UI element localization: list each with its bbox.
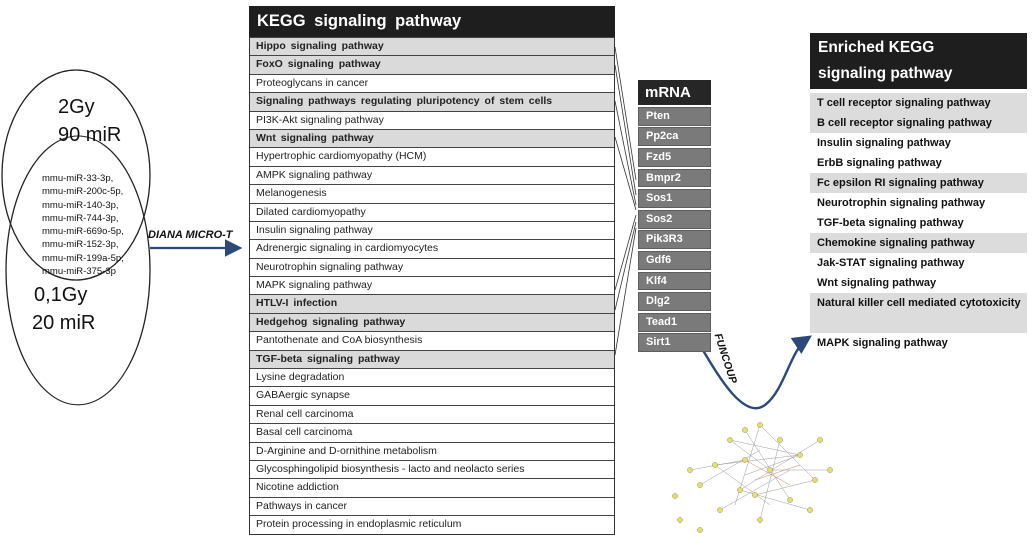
kegg-row: Renal cell carcinoma xyxy=(250,405,614,423)
kegg-table xyxy=(249,6,615,535)
kegg-row: HTLV-I infection xyxy=(250,294,614,312)
kegg-row: AMPK signaling pathway xyxy=(250,166,614,184)
enriched-row: Fc epsilon RI signaling pathway xyxy=(810,173,1027,193)
venn-outer-count: 90 miR xyxy=(58,124,122,146)
enriched-row: Jak-STAT signaling pathway xyxy=(817,257,965,269)
enriched-row: Natural killer cell mediated cytotoxicity xyxy=(810,293,1027,333)
kegg-row: Dilated cardiomyopathy xyxy=(250,203,614,221)
enriched-kegg-title xyxy=(810,33,1027,89)
mirna-item: mmu-miR-744-3p, xyxy=(42,212,119,224)
mrna-item: Klf4 xyxy=(638,272,711,291)
kegg-row: Hippo signaling pathway xyxy=(250,37,614,55)
kegg-row: Neurotrophin signaling pathway xyxy=(250,258,614,276)
kegg-row: PI3K-Akt signaling pathway xyxy=(250,111,614,129)
kegg-row: GABAergic synapse xyxy=(250,386,614,404)
mrna-item: Sos1 xyxy=(638,189,711,208)
mrna-column-title: mRNA xyxy=(638,80,711,105)
enriched-row: Insulin signaling pathway xyxy=(817,137,951,149)
mirna-item: mmu-miR-669o-5p, xyxy=(42,226,124,238)
mirna-item: mmu-miR-33-3p, xyxy=(42,173,114,184)
kegg-row: TGF-beta signaling pathway xyxy=(250,350,614,368)
enriched-row: ErbB signaling pathway xyxy=(817,157,942,169)
kegg-row: Signaling pathways regulating pluripotency of stem cells xyxy=(250,92,614,110)
kegg-row: Wnt signaling pathway xyxy=(250,129,614,147)
venn-outer-title: 2Gy xyxy=(58,96,95,118)
mrna-item: Dlg2 xyxy=(638,292,711,311)
diana-microt-label: DIANA MICRO-T xyxy=(148,229,233,241)
mrna-list xyxy=(638,107,711,352)
kegg-row: Hypertrophic cardiomyopathy (HCM) xyxy=(250,147,614,165)
enriched-title-line1: Enriched KEGG xyxy=(818,39,935,56)
kegg-table-title: KEGG signaling pathway xyxy=(249,6,615,37)
enriched-title-line2: signaling pathway xyxy=(818,65,953,82)
enriched-row: TGF-beta signaling pathway xyxy=(817,217,964,229)
enriched-kegg-body xyxy=(810,93,1027,353)
mrna-item: Gdf6 xyxy=(638,251,711,270)
kegg-row: Adrenergic signaling in cardiomyocytes xyxy=(250,239,614,257)
mrna-item: Bmpr2 xyxy=(638,169,711,188)
kegg-row: Proteoglycans in cancer xyxy=(250,74,614,92)
mrna-item: Sirt1 xyxy=(638,333,711,352)
mirna-item: mmu-miR-152-3p, xyxy=(42,239,119,251)
mrna-column xyxy=(638,80,711,352)
venn-inner-title: 0,1Gy xyxy=(34,284,88,306)
mrna-item: Pik3R3 xyxy=(638,230,711,249)
mrna-item: Pp2ca xyxy=(638,127,711,146)
kegg-table-body xyxy=(249,37,615,535)
kegg-row: Basal cell carcinoma xyxy=(250,423,614,441)
mirna-item: mmu-miR-199a-5p, xyxy=(42,252,124,264)
funcoup-label: FUNCOUP xyxy=(711,332,740,386)
shared-mirna-list xyxy=(42,172,124,278)
funcoup-network-graph-icon xyxy=(672,422,832,532)
kegg-row: Pantothenate and CoA biosynthesis xyxy=(250,331,614,349)
enriched-kegg-table xyxy=(810,33,1027,353)
kegg-mrna-connectors xyxy=(615,47,636,355)
enriched-row: Wnt signaling pathway xyxy=(817,277,937,289)
kegg-row: Protein processing in endoplasmic reticulum xyxy=(250,515,614,533)
enriched-row: Chemokine signaling pathway xyxy=(810,233,1027,253)
mrna-item: Tead1 xyxy=(638,313,711,332)
mirna-item: mmu-miR-140-3p, xyxy=(42,199,119,211)
mrna-item: Fzd5 xyxy=(638,148,711,167)
kegg-row: Lysine degradation xyxy=(250,368,614,386)
kegg-row: Pathways in cancer xyxy=(250,497,614,515)
kegg-row: FoxO signaling pathway xyxy=(250,55,614,73)
enriched-row: MAPK signaling pathway xyxy=(817,337,948,349)
mirna-item: mmu-miR-375-3p xyxy=(42,266,116,278)
kegg-row: MAPK signaling pathway xyxy=(250,276,614,294)
enriched-row: Neurotrophin signaling pathway xyxy=(817,197,986,209)
venn-inner-count: 20 miR xyxy=(32,312,96,334)
kegg-row: Nicotine addiction xyxy=(250,478,614,496)
kegg-row: D-Arginine and D-ornithine metabolism xyxy=(250,442,614,460)
mrna-item: Pten xyxy=(638,107,711,126)
enriched-row: T cell receptor signaling pathway xyxy=(810,93,1027,113)
kegg-row: Hedgehog signaling pathway xyxy=(250,313,614,331)
mirna-item: mmu-miR-200c-5p, xyxy=(42,186,124,198)
kegg-row: Glycosphingolipid biosynthesis - lacto and neolacto series xyxy=(250,460,614,478)
mrna-item: Sos2 xyxy=(638,210,711,229)
kegg-row: Insulin signaling pathway xyxy=(250,221,614,239)
enriched-row: B cell receptor signaling pathway xyxy=(810,113,1027,133)
kegg-row: Melanogenesis xyxy=(250,184,614,202)
